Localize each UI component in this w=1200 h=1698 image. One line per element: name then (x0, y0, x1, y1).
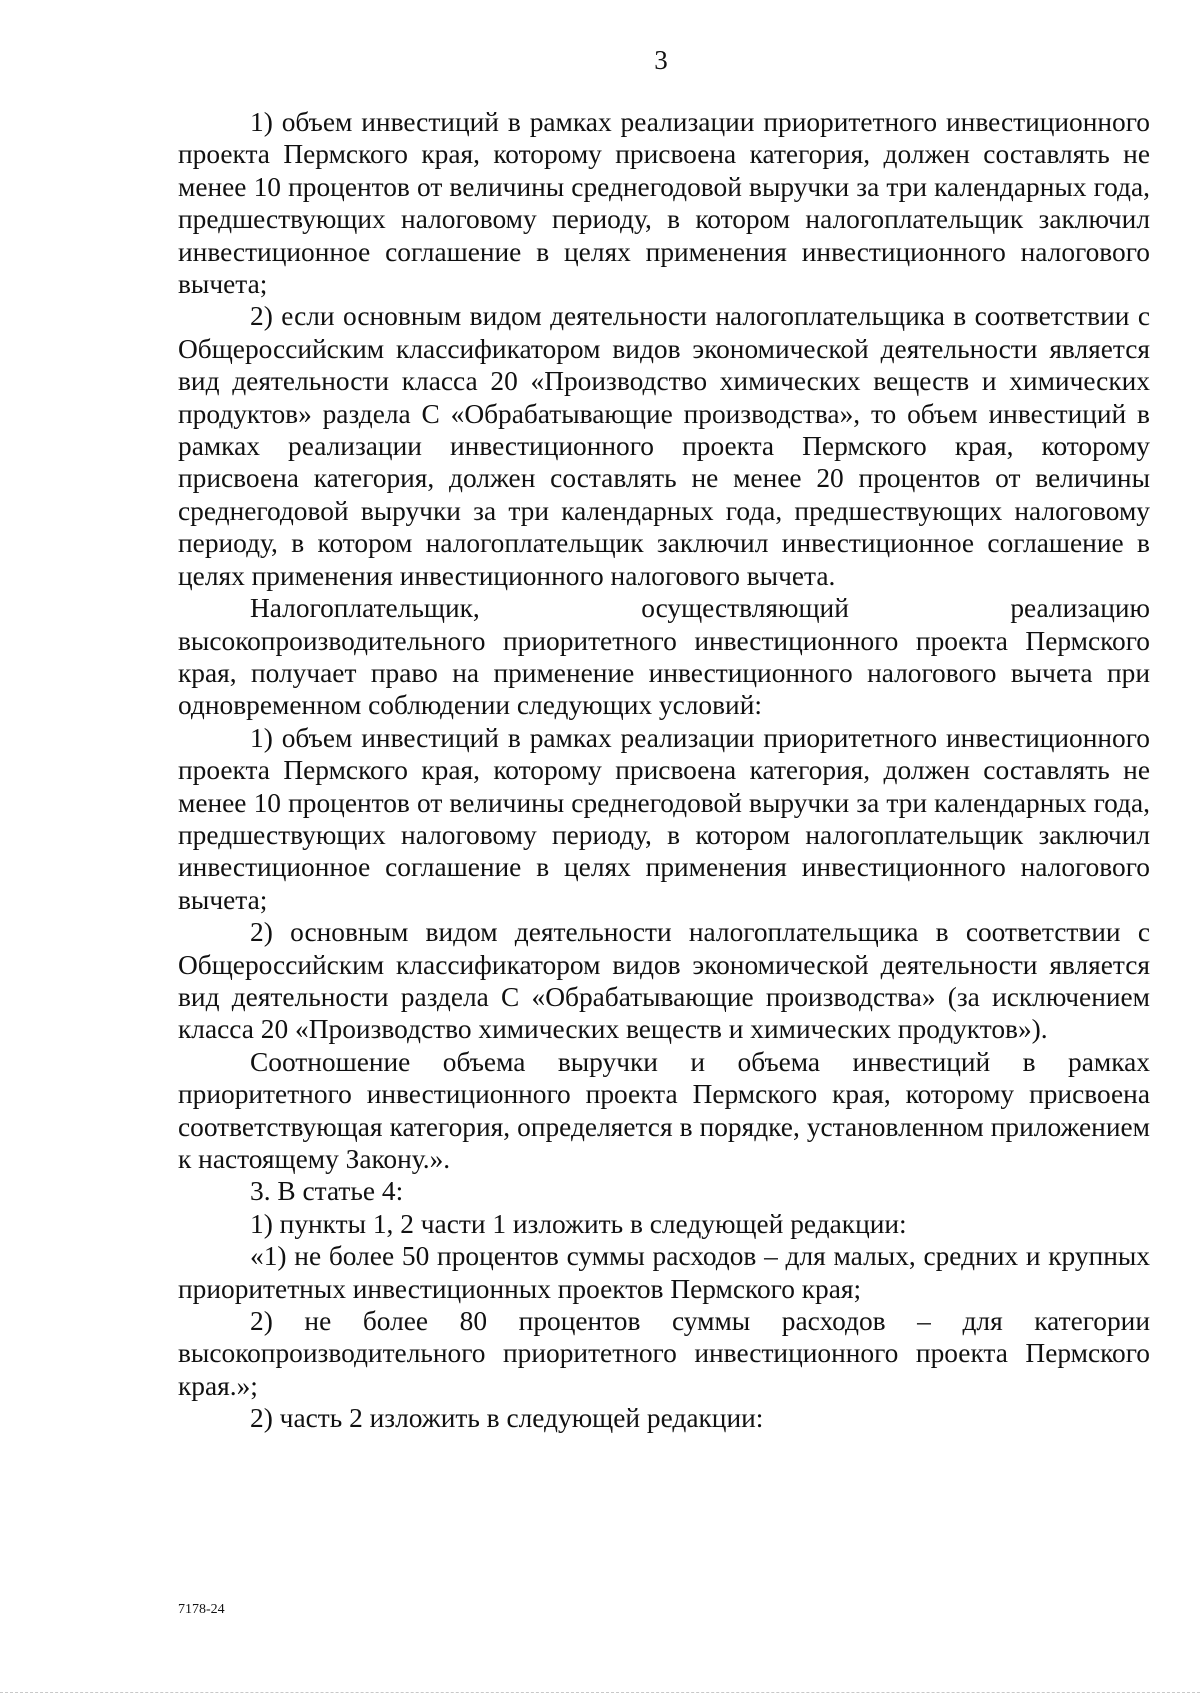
paragraph-item-1: 1) объем инвестиций в рамках реализации приоритетного инвестиционного проекта Пермского края, которому присвоена категория, должен составлять не менее 10 процентов от величины среднегодовой выручки за три календарных года, предшествующих налоговому периоду, в котором налогоплательщик заключил инвестиционное соглашение в целях применения инвестиционного налогового вычета; (178, 107, 1150, 300)
page-number: 3 (654, 45, 668, 75)
paragraph-item-2: 2) если основным видом деятельности налогоплательщика в соответствии с Общероссийским классификатором видов экономической деятельности является вид деятельности класса 20 «Производство химических веществ и химических продуктов» раздела С «Обрабатывающие производства», то объем инвестиций в рамках реализации инвестиционного проекта Пермского края, которому присвоена категория, должен составлять не менее 20 процентов от величины среднегодовой выручки за три календарных года, предшествующих налоговому периоду, в котором налогоплательщик заключил инвестиционное соглашение в целях применения инвестиционного налогового вычета. (178, 301, 1150, 591)
document-code: 7178-24 (178, 1602, 225, 1617)
paragraph-points-1-2: 1) пункты 1, 2 части 1 изложить в следующей редакции: (250, 1208, 907, 1239)
paragraph-article-4: 3. В статье 4: (250, 1176, 404, 1207)
paragraph-condition-2: 2) основным видом деятельности налогоплательщика в соответствии с Общероссийским классификатором видов экономической деятельности является вид деятельности раздела С «Обрабатывающие производства» (за исключением класса 20 «Производство химических веществ и химических продуктов»). (178, 917, 1150, 1045)
paragraph-point-2-text: 2) не более 80 процентов суммы расходов – для категории высокопроизводительного приоритетного инвестиционного проекта Пермского края.»; (178, 1306, 1150, 1401)
paragraph-taxpayer-conditions: Налогоплательщик, осуществляющий реализацию высокопроизводительного приоритетного инвестиционного проекта Пермского края, получает право на применение инвестиционного налогового вычета при одновременном соблюдении следующих условий: (178, 593, 1150, 721)
paragraph-condition-1: 1) объем инвестиций в рамках реализации приоритетного инвестиционного проекта Пермского края, которому присвоена категория, должен составлять не менее 10 процентов от величины среднегодовой выручки за три календарных года, предшествующих налоговому периоду, в котором налогоплательщик заключил инвестиционное соглашение в целях применения инвестиционного налогового вычета; (178, 722, 1150, 915)
paragraph-ratio: Соотношение объема выручки и объема инвестиций в рамках приоритетного инвестиционного проекта Пермского края, которому присвоена соответствующая категория, определяется в порядке, установленном приложением к настоящему Закону.». (178, 1046, 1150, 1174)
paragraph-part-2: 2) часть 2 изложить в следующей редакции: (250, 1403, 764, 1434)
page-bottom-edge (0, 1692, 1200, 1693)
paragraph-point-1-text: «1) не более 50 процентов суммы расходов – для малых, средних и крупных приоритетных инвестиционных проектов Пермского края; (178, 1241, 1150, 1304)
document-body (178, 106, 1150, 1435)
